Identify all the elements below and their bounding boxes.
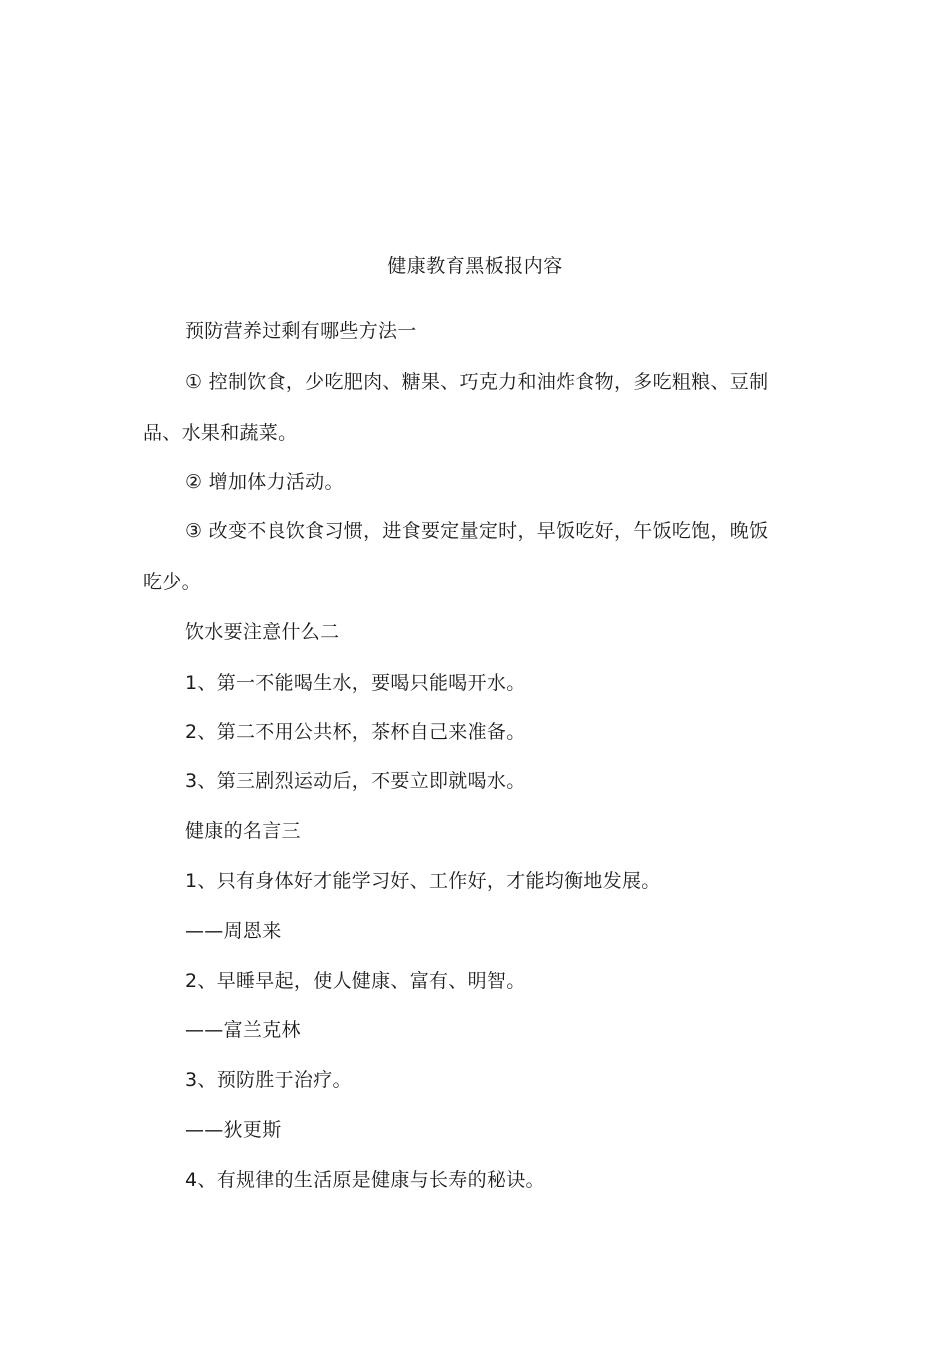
- list-item: 2、第二不用公共杯，茶杯自己来准备。: [185, 721, 526, 743]
- quote-author: ——狄更斯: [185, 1119, 282, 1141]
- section-heading-1: 预防营养过剩有哪些方法一: [185, 320, 417, 342]
- quote-item: 2、早睡早起，使人健康、富有、明智。: [185, 970, 526, 992]
- list-item: 3、第三剧烈运动后，不要立即就喝水。: [185, 770, 526, 792]
- section-heading-2: 饮水要注意什么二: [185, 621, 340, 643]
- paragraph-line: ③ 改变不良饮食习惯，进食要定量定时，早饭吃好，午饭吃饱，晚饭: [185, 520, 769, 542]
- section-heading-3: 健康的名言三: [185, 820, 301, 842]
- paragraph-line: ② 增加体力活动。: [185, 471, 344, 493]
- quote-author: ——富兰克林: [185, 1019, 301, 1041]
- list-item: 1、第一不能喝生水，要喝只能喝开水。: [185, 672, 526, 694]
- paragraph-line: 吃少。: [143, 571, 201, 593]
- quote-item: 4、有规律的生活原是健康与长寿的秘诀。: [185, 1169, 545, 1191]
- paragraph-line: ① 控制饮食，少吃肥肉、糖果、巧克力和油炸食物，多吃粗粮、豆制: [185, 371, 769, 393]
- quote-author: ——周恩来: [185, 920, 282, 942]
- quote-item: 1、只有身体好才能学习好、工作好，才能均衡地发展。: [185, 870, 661, 892]
- quote-item: 3、预防胜于治疗。: [185, 1069, 352, 1091]
- paragraph-line: 品、水果和蔬菜。: [143, 422, 298, 444]
- document-title: 健康教育黑板报内容: [387, 255, 563, 277]
